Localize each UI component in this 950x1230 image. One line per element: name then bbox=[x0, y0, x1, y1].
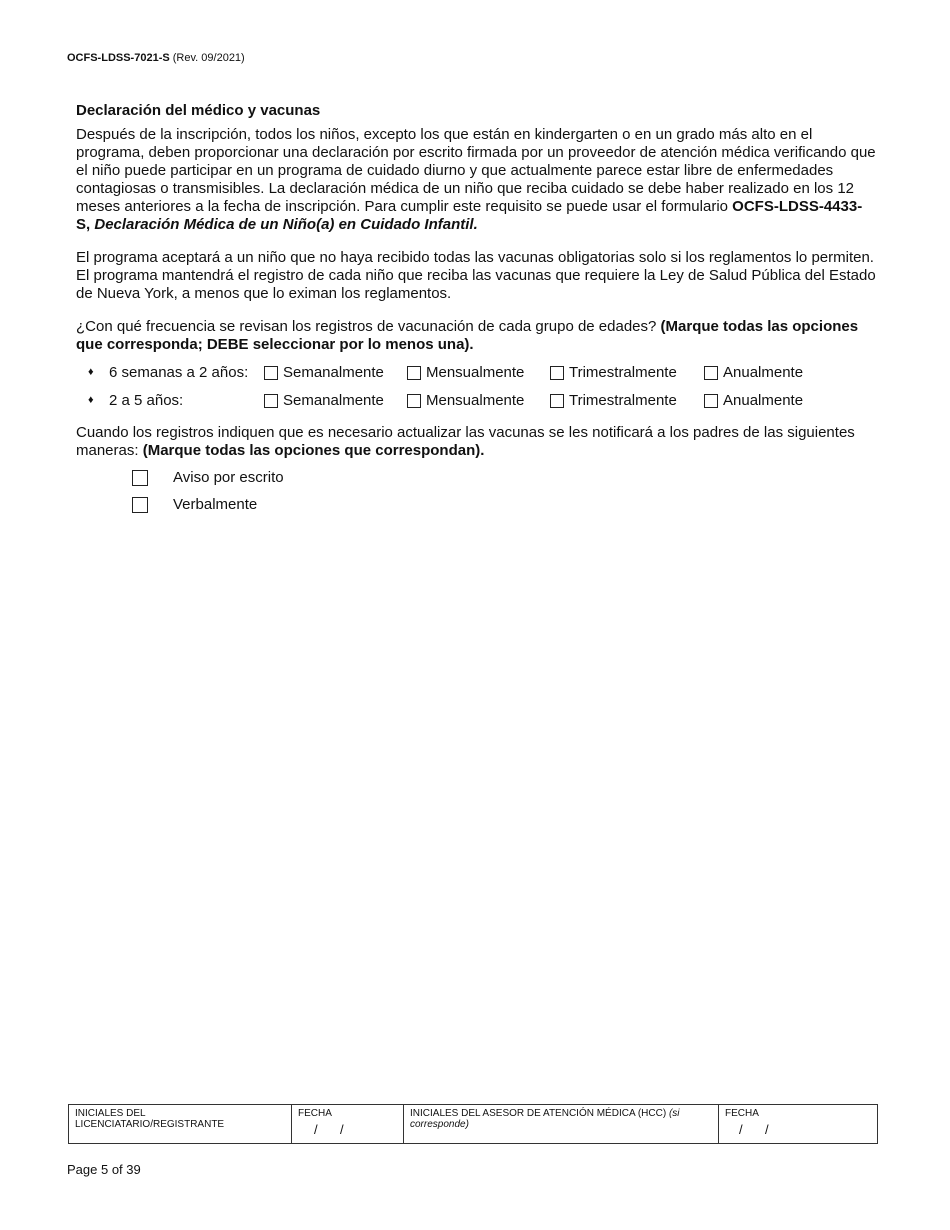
form-reference-title: Declaración Médica de un Niño(a) en Cuidado Infantil. bbox=[94, 216, 478, 233]
date-field-1[interactable] bbox=[292, 1105, 404, 1143]
option-label: Mensualmente bbox=[426, 364, 525, 381]
form-header bbox=[67, 52, 245, 64]
date-separator: / bbox=[739, 1122, 743, 1137]
paragraph-text: Después de la inscripción, todos los niños, excepto los que están en kindergarten o en un grado más alto en el programa, deben proporcionar una declaración por escrito firmada por un proveedor de atención médica verificando que el niño puede participar en un programa de cuidado diurno y que actualmente parece estar libre de enfermedades contagiosas o transmisibles. La declaración médica de un niño que reciba cuidado se debe haber realizado en los 12 meses anteriores a la fecha de inscripción. Para cumplir este requisito se puede usar el formulario bbox=[76, 126, 876, 215]
option-label: Anualmente bbox=[723, 392, 804, 409]
checkbox-box[interactable] bbox=[264, 394, 278, 408]
option-label: Aviso por escrito bbox=[173, 469, 284, 486]
checkbox-written-notice[interactable] bbox=[132, 469, 284, 486]
notify-instruction: (Marque todas las opciones que correspondan). bbox=[142, 442, 485, 459]
checkbox-monthly-6wk[interactable] bbox=[407, 364, 524, 381]
checkbox-box[interactable] bbox=[132, 470, 148, 486]
field-label: FECHA bbox=[725, 1108, 759, 1119]
paragraph-medical-statement bbox=[76, 126, 876, 234]
licensee-initials-field[interactable] bbox=[69, 1105, 292, 1143]
option-label: Mensualmente bbox=[426, 392, 525, 409]
paragraph-vaccines: El programa aceptará a un niño que no haya recibido todas las vacunas obligatorias solo si los reglamentos lo permiten. El programa mantendrá el registro de cada niño que reciba las vacunas que requiere la Ley de Salud Pública del Estado de Nueva York, a menos que lo eximan los reglamentos. bbox=[76, 249, 876, 302]
frequency-question bbox=[76, 318, 876, 354]
notification-question bbox=[76, 424, 876, 460]
question-instruction: (Marque todas las opciones que corresponda; DEBE seleccionar por lo menos una). bbox=[76, 318, 859, 353]
field-label: INICIALES DEL ASESOR DE ATENCIÓN MÉDICA (HCC) bbox=[410, 1108, 667, 1119]
checkbox-box[interactable] bbox=[704, 394, 718, 408]
checkbox-monthly-2yr[interactable] bbox=[407, 392, 524, 409]
page-number: Page 5 of 39 bbox=[67, 1162, 141, 1177]
field-label: FECHA bbox=[298, 1108, 332, 1119]
notify-text: Cuando los registros indiquen que es necesario actualizar las vacunas se les notificará a los padres de las siguientes maneras: bbox=[76, 424, 855, 459]
date-field-2[interactable] bbox=[719, 1105, 877, 1143]
option-label: Anualmente bbox=[723, 364, 804, 381]
checkbox-box[interactable] bbox=[704, 366, 718, 380]
section-content bbox=[76, 102, 876, 354]
form-code: OCFS-LDSS-7021-S bbox=[67, 52, 170, 64]
form-reference: OCFS-LDSS-4433-S, bbox=[76, 198, 863, 233]
bullet-icon: ♦ bbox=[88, 394, 94, 406]
checkbox-annually-2yr[interactable] bbox=[704, 392, 803, 409]
checkbox-quarterly-2yr[interactable] bbox=[550, 392, 677, 409]
row-label: 6 semanas a 2 años: bbox=[109, 364, 249, 381]
section-title: Declaración del médico y vacunas bbox=[76, 102, 321, 119]
date-separator: / bbox=[340, 1122, 344, 1137]
initials-table bbox=[68, 1104, 878, 1144]
checkbox-box[interactable] bbox=[264, 366, 278, 380]
checkbox-weekly-2yr[interactable] bbox=[264, 392, 384, 409]
option-label: Verbalmente bbox=[173, 496, 258, 513]
checkbox-annually-6wk[interactable] bbox=[704, 364, 803, 381]
checkbox-box[interactable] bbox=[407, 394, 421, 408]
hcc-initials-field[interactable] bbox=[404, 1105, 719, 1143]
option-label: Trimestralmente bbox=[569, 364, 677, 381]
option-label: Trimestralmente bbox=[569, 392, 677, 409]
checkbox-weekly-6wk[interactable] bbox=[264, 364, 384, 381]
field-note: (si corresponde) bbox=[410, 1108, 680, 1130]
checkbox-quarterly-6wk[interactable] bbox=[550, 364, 677, 381]
question-text: ¿Con qué frecuencia se revisan los registros de vacunación de cada grupo de edades? bbox=[76, 318, 661, 335]
date-separator: / bbox=[314, 1122, 318, 1137]
option-label: Semanalmente bbox=[283, 364, 384, 381]
date-separator: / bbox=[765, 1122, 769, 1137]
checkbox-box[interactable] bbox=[550, 394, 564, 408]
field-label: INICIALES DEL LICENCIATARIO/REGISTRANTE bbox=[75, 1108, 225, 1130]
checkbox-verbal[interactable] bbox=[132, 496, 257, 513]
option-label: Semanalmente bbox=[283, 392, 384, 409]
checkbox-box[interactable] bbox=[132, 497, 148, 513]
checkbox-box[interactable] bbox=[407, 366, 421, 380]
checkbox-box[interactable] bbox=[550, 366, 564, 380]
form-revision: (Rev. 09/2021) bbox=[172, 52, 245, 64]
bullet-icon: ♦ bbox=[88, 366, 94, 378]
row-label: 2 a 5 años: bbox=[109, 392, 184, 409]
